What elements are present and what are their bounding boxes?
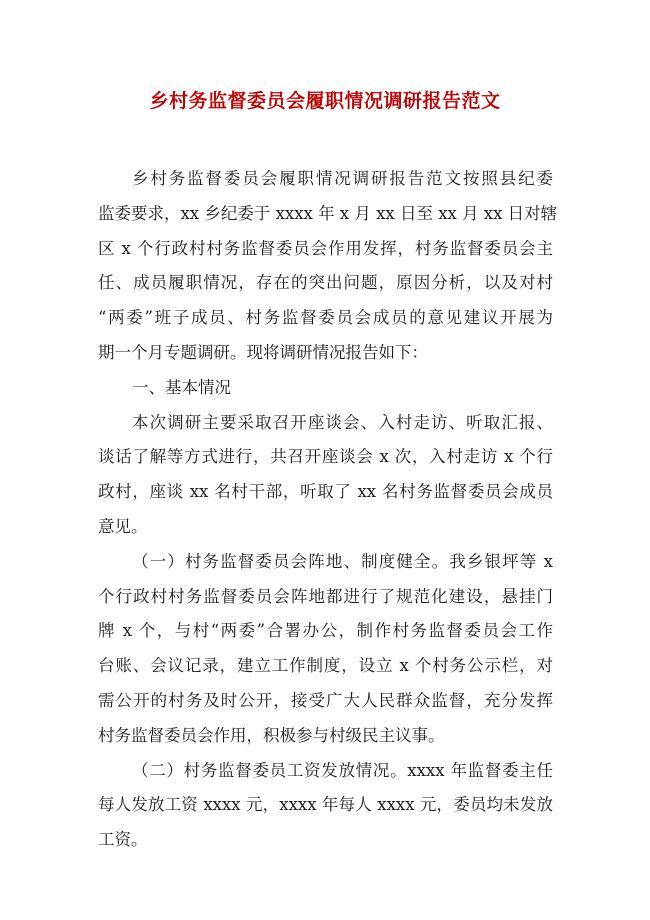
paragraph-line: 区 x 个行政村村务监督委员会作用发挥，村务监督委员会主 [98,238,553,258]
paragraph-line: 每人发放工资 xxxx 元，xxxx 年每人 xxxx 元，委员均未发放 [98,795,553,815]
paragraph-line: 牌 x 个，与村“两委”合署办公，制作村务监督委员会工作 [98,621,553,641]
paragraph-line: 本次调研主要采取召开座谈会、入村走访、听取汇报、 [132,412,553,432]
paragraph-line: 乡村务监督委员会履职情况调研报告范文按照县纪委 [132,169,553,188]
paragraph-line: 台账、会议记录，建立工作制度，设立 x 个村务公示栏，对 [98,656,553,676]
document-title: 乡村务监督委员会履职情况调研报告范文 [149,90,501,112]
paragraph-line: 监委要求，xx 乡纪委于 xxxx 年 x 月 xx 日至 xx 月 xx 日对辖 [98,203,558,223]
paragraph-line: 期一个月专题调研。现将调研情况报告如下： [98,342,428,362]
paragraph-line: 个行政村村务监督委员会阵地都进行了规范化建设，悬挂门 [98,586,553,606]
paragraph-line: （二）村务监督委员工资发放情况。xxxx 年监督委主任 [132,760,553,780]
paragraph-line: 政村，座谈 xx 名村干部，听取了 xx 名村务监督委员会成员 [98,482,553,502]
paragraph-line: 工资。 [98,830,148,850]
paragraph-line: （一）村务监督委员会阵地、制度健全。我乡银坪等 x [132,551,553,571]
document-body [98,162,558,858]
paragraph-line: 谈话了解等方式进行，共召开座谈会 x 次，入村走访 x 个行 [98,447,553,467]
section-heading: 一、基本情况 [132,377,231,397]
paragraph-line: 意见。 [98,516,148,536]
paragraph-line: 需公开的村务及时公开，接受广大人民群众监督，充分发挥 [98,690,553,710]
paragraph-line: 任、成员履职情况，存在的突出问题，原因分析，以及对村 [98,273,553,293]
paragraph-line: 村务监督委员会作用，积极参与村级民主议事。 [98,725,445,745]
paragraph-line: “两委”班子成员、村务监督委员会成员的意见建议开展为 [98,308,553,328]
